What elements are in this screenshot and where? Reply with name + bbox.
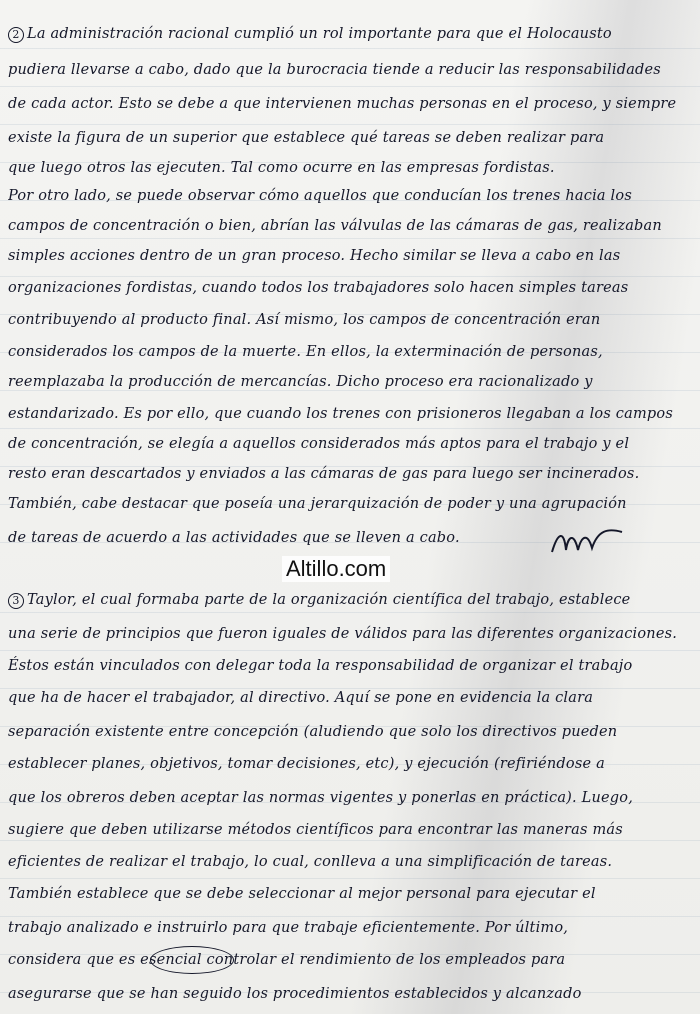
paragraph-2-line: campos de concentración o bien, abrían las válvulas de las cámaras de gas, realizaban xyxy=(8,218,662,234)
paragraph-2-line: que luego otros las ejecuten. Tal como ocurre en las empresas fordistas. xyxy=(8,160,555,176)
paragraph-2-line: reemplazaba la producción de mercancías. Dicho proceso era racionalizado y xyxy=(8,374,593,390)
paragraph-2-line: de concentración, se elegía a aquellos considerados más aptos para el trabajo y el xyxy=(8,436,630,452)
paragraph-3-line xyxy=(8,590,698,610)
ruled-line xyxy=(0,916,700,917)
paragraph-2-line: considerados los campos de la muerte. En ellos, la exterminación de personas, xyxy=(8,344,603,360)
paragraph-3-line: eficientes de realizar el trabajo, lo cual, conlleva a una simplificación de tareas. xyxy=(8,854,613,870)
paragraph-2-line: Por otro lado, se puede observar cómo aquellos que conducían los trenes hacia los xyxy=(8,188,632,204)
watermark-text: Altillo.com xyxy=(282,556,390,582)
paragraph-3-line: separación existente entre concepción (aludiendo que solo los directivos pueden xyxy=(8,724,618,740)
paragraph-3-line: que ha de hacer el trabajador, al directivo. Aquí se pone en evidencia la clara xyxy=(8,690,594,706)
paragraph-2-line: de tareas de acuerdo a las actividades que se lleven a cabo. xyxy=(8,530,460,546)
ruled-line xyxy=(0,276,700,277)
paragraph-2-line: contribuyendo al producto final. Así mismo, los campos de concentración eran xyxy=(8,312,601,328)
paragraph-3-line: Éstos están vinculados con delegar toda la responsabilidad de organizar el trabajo xyxy=(8,658,633,674)
ruled-line xyxy=(0,48,700,49)
paragraph-3-line: También establece que se debe seleccionar al mejor personal para ejecutar el xyxy=(8,886,596,902)
ruled-line xyxy=(0,238,700,239)
paragraph-number-2: 2 xyxy=(8,27,24,43)
paragraph-3-line: sugiere que deben utilizarse métodos científicos para encontrar las maneras más xyxy=(8,822,623,838)
paragraph-2-line xyxy=(8,24,698,44)
ruled-line xyxy=(0,86,700,87)
paragraph-number-3: 3 xyxy=(8,593,24,609)
paragraph-2-line: También, cabe destacar que poseía una jerarquización de poder y una agrupación xyxy=(8,496,627,512)
paragraph-3-line: establecer planes, objetivos, tomar decisiones, etc), y ejecución (refiriéndose a xyxy=(8,756,605,772)
paragraph-3-line: trabajo analizado e instruirlo para que trabaje eficientemente. Por último, xyxy=(8,920,569,936)
paragraph-3-line: que los obreros deben aceptar las normas vigentes y ponerlas en práctica). Luego, xyxy=(8,790,634,806)
line-text: La administración racional cumplió un rol importante para que el Holocausto xyxy=(27,26,612,42)
paragraph-3-line: considera que es esencial controlar el rendimiento de los empleados para xyxy=(8,952,566,968)
signature-scribble xyxy=(548,522,628,562)
paragraph-2-line: pudiera llevarse a cabo, dado que la burocracia tiende a reducir las responsabilidades xyxy=(8,62,661,78)
ruled-line xyxy=(0,840,700,841)
paragraph-2-line: estandarizado. Es por ello, que cuando los trenes con prisioneros llegaban a los campos xyxy=(8,406,673,422)
paragraph-2-line: organizaciones fordistas, cuando todos los trabajadores solo hacen simples tareas xyxy=(8,280,629,296)
paragraph-2-line: resto eran descartados y enviados a las cámaras de gas para luego ser incinerados. xyxy=(8,466,640,482)
ruled-line xyxy=(0,428,700,429)
line-text: Taylor, el cual formaba parte de la organización científica del trabajo, establece xyxy=(27,592,631,608)
ruled-line xyxy=(0,612,700,613)
paragraph-3-line: una serie de principios que fueron iguales de válidos para las diferentes organizaciones. xyxy=(8,626,678,642)
paragraph-3-line: asegurarse que se han seguido los procedimientos establecidos y alcanzado xyxy=(8,986,582,1002)
ruled-line xyxy=(0,650,700,651)
paragraph-2-line: de cada actor. Esto se debe a que intervienen muchas personas en el proceso, y siempre xyxy=(8,96,677,112)
ruled-line xyxy=(0,878,700,879)
ruled-line xyxy=(0,124,700,125)
paragraph-2-line: existe la figura de un superior que establece qué tareas se deben realizar para xyxy=(8,130,605,146)
paragraph-2-line: simples acciones dentro de un gran proceso. Hecho similar se lleva a cabo en las xyxy=(8,248,621,264)
